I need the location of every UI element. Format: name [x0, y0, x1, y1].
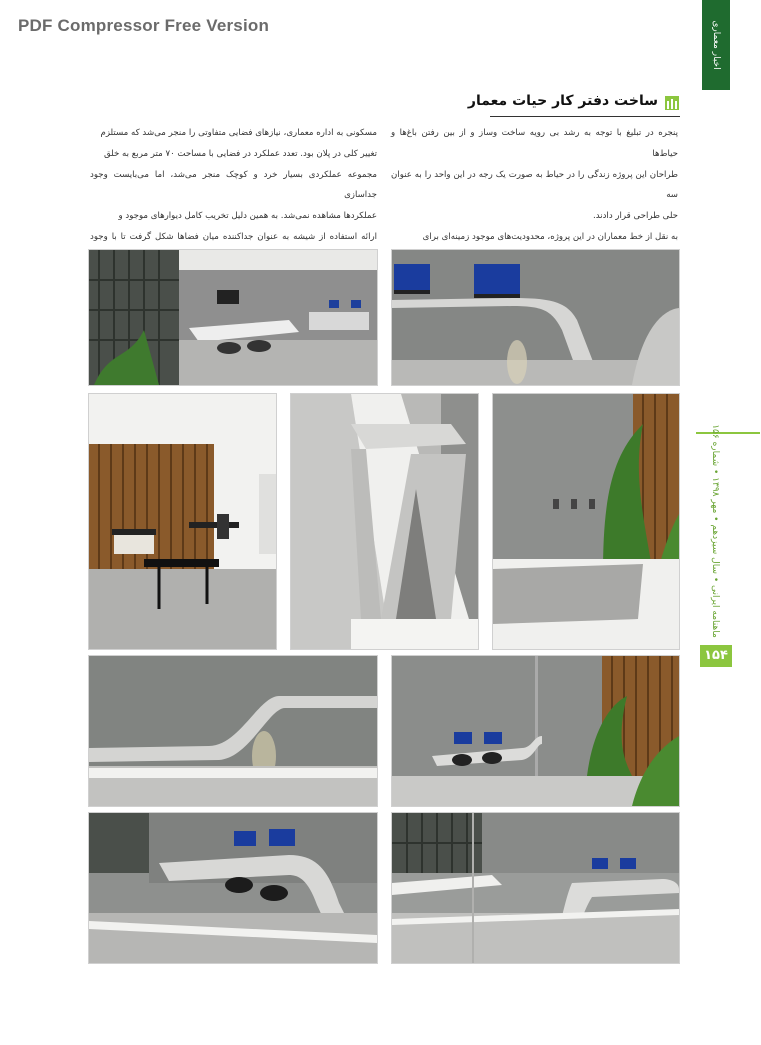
article-title-text: ساخت دفتر کار حیات معمار	[467, 93, 658, 109]
photo-workstations-side	[88, 812, 378, 964]
article-title	[467, 93, 680, 115]
photo-lounge-wood-wall	[88, 393, 277, 650]
photo-curved-wall	[88, 655, 378, 807]
paragraph-line: مجموعه عملکردی بسیار خرد و کوچک منجر می‌شد، اما می‌بایست وجود جداسازی	[90, 169, 377, 201]
photo-garden-corner	[492, 393, 680, 650]
photo-icon	[89, 813, 377, 963]
paragraph-line: به نقل از خط معماران در این پروژه، محدودیت‌های موجود زمینه‌ای برای	[422, 231, 678, 242]
paragraph-line: پنجره در تبلیغ با توجه به رشد بی رویه ساخت وساز و از بین رفتن باغ‌ها و حیاط‌ها	[391, 128, 678, 159]
paragraph-line: ارائه استفاده از شیشه به عنوان جداکننده میان فضاها شکل گرفت تا با وجود	[90, 231, 377, 242]
photo-icon	[493, 394, 679, 649]
photo-icon	[291, 394, 478, 649]
sidebar-caption-text: ماهنامه ایرانی • سال سیزدهم • مهر ۱۳۹۸ • شماره ۱۵۶	[710, 423, 720, 638]
photo-meeting-room	[88, 249, 378, 386]
building-icon	[664, 95, 680, 111]
photo-icon	[89, 656, 377, 806]
sidebar-caption	[704, 423, 726, 638]
photo-concrete-bench-closeup	[290, 393, 479, 650]
photo-concrete-desk-wall	[391, 249, 680, 386]
paragraph-line: عملکردها مشاهده نمی‌شد. به همین دلیل تخریب کامل دیوارهای موجود و	[118, 211, 377, 222]
section-tab-label: اخبار معماری	[711, 20, 721, 70]
paragraph-line: طراحان این پروژه زندگی را در حیاط به صورت یک رجه در این واحد را به عنوان سه	[391, 169, 678, 201]
photo-icon	[392, 250, 679, 385]
photo-icon	[89, 394, 276, 649]
title-divider	[490, 116, 680, 117]
section-tab	[702, 0, 730, 90]
photo-icon	[392, 813, 679, 963]
photo-icon	[89, 250, 377, 385]
watermark: PDF Compressor Free Version	[18, 16, 270, 35]
paragraph-line: تغییر کلی در پلان بود. تعدد عملکرد در فضایی با مساحت ۷۰ متر مربع به خلق	[103, 148, 377, 159]
sidebar-divider	[696, 432, 760, 434]
photo-office-overview	[391, 812, 680, 964]
photo-workstations-garden	[391, 655, 680, 807]
photo-icon	[392, 656, 679, 806]
page-number: ۱۵۴	[700, 645, 732, 667]
paragraph-line: مسکونی به اداره معماری، نیازهای فضایی متفاوتی را منجر می‌شد که مستلزم	[100, 128, 377, 138]
paragraph-line: حلی طراحی قرار دادند.	[592, 211, 678, 222]
